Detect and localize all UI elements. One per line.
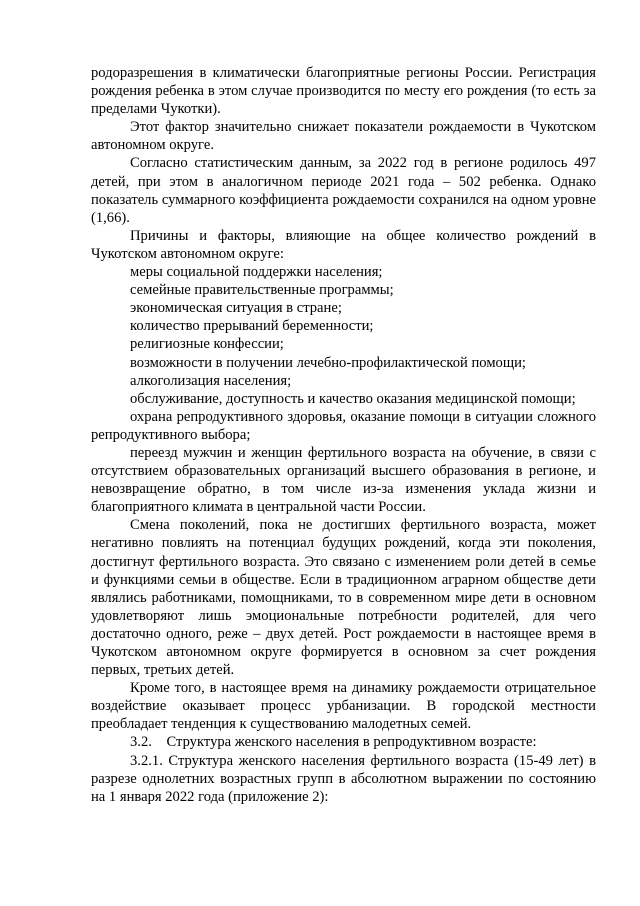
factor-item: алкоголизация населения; — [130, 372, 292, 389]
section-number: 3.2. — [130, 734, 152, 751]
factor-item: меры социальной поддержки населения; — [130, 264, 383, 281]
paragraph-factors-intro: Причины и факторы, влияющие на общее количество рождений в Чукотском автономном округе: — [91, 227, 596, 262]
factor-item: возможности в получении лечебно-профилактической помощи; — [130, 354, 526, 371]
paragraph-continuation: родоразрешения в климатически благоприятные регионы России. Регистрация рождения ребенка в этом случае производится по месту его рождения (то есть за пределами Чукотки). — [91, 65, 596, 118]
factor-item: семейные правительственные программы; — [130, 282, 394, 299]
paragraph-urbanization: Кроме того, в настоящее время на динамику рождаемости отрицательное воздействие оказывает процесс урбанизации. В городской местности преобладает тенденция к существованию малодетных семей. — [91, 680, 596, 733]
paragraph-factor-effect: Этот фактор значительно снижает показатели рождаемости в Чукотском автономном округе. — [91, 119, 596, 154]
paragraph-statistics: Согласно статистическим данным, за 2022 год в регионе родилось 497 детей, при этом в аналогичном периоде 2021 года – 502 ребенка. Однако показатель суммарного коэффициента рождаемости сохранился на одном уровне (1,66). — [91, 155, 596, 226]
section-title: Структура женского населения в репродуктивном возрасте: — [166, 734, 537, 751]
factor-item: экономическая ситуация в стране; — [130, 300, 342, 317]
document-page — [91, 64, 596, 806]
factor-item: количество прерываний беременности; — [130, 318, 374, 335]
factor-item: переезд мужчин и женщин фертильного возраста на обучение, в связи с отсутствием образовательных организаций высшего образования в регионе, и невозвращение обратно, в том числе из-за изменения уклада жизни и благоприятного климата в центральной части России. — [91, 444, 596, 516]
section-3-2-1: 3.2.1. Структура женского населения фертильного возраста (15-49 лет) в разрезе однолетних возрастных групп в абсолютном выражении по состоянию на 1 января 2022 года (приложение 2): — [91, 752, 596, 805]
factor-item: охрана репродуктивного здоровья, оказание помощи в ситуации сложного репродуктивного выбора; — [91, 408, 596, 443]
factor-item: религиозные конфессии; — [130, 336, 284, 353]
paragraph-generations: Смена поколений, пока не достигших фертильного возраста, может негативно повлиять на потенциал будущих рождений, когда эти поколения, достигнут фертильного возраста. Это связано с изменением роли детей в семье и функциями семьи в обществе. Если в традиционном аграрном обществе дети являлись работниками, помощниками, то в современном мире дети в основном удовлетворяют лишь эмоциональные потребности родителей, для чего достаточно одного, реже – двух детей. Рост рождаемости в настоящее время в Чукотском автономном округе формируется в основном за счет рождения первых, третьих детей. — [91, 517, 596, 679]
factor-item: обслуживание, доступность и качество оказания медицинской помощи; — [130, 390, 576, 407]
section-heading-3-2 — [91, 733, 596, 751]
